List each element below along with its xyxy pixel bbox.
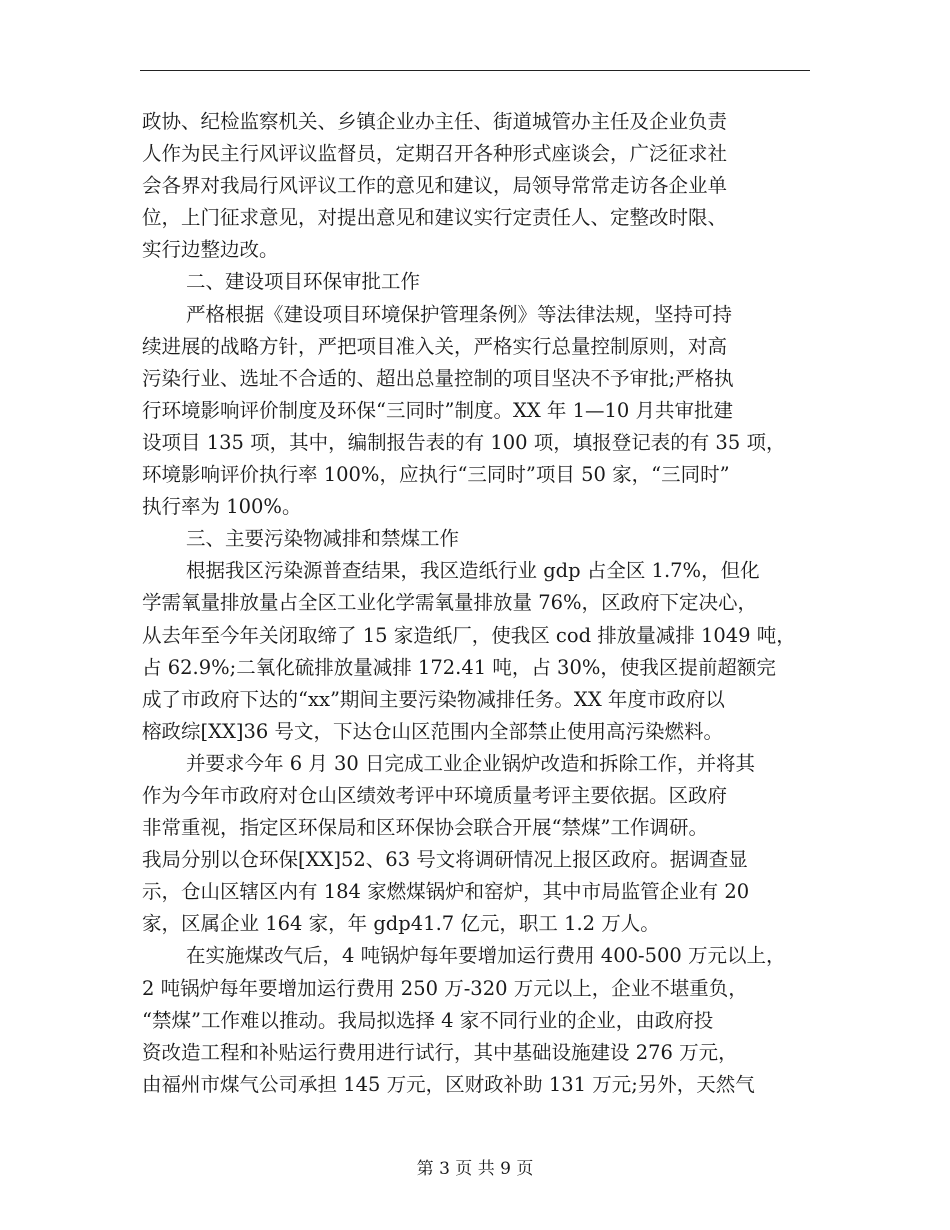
text-line: 政协、纪检监察机关、乡镇企业办主任、街道城管办主任及企业负责 [142, 110, 728, 133]
text-line: 成了市政府下达的“xx”期间主要污染物减排任务。XX 年度市政府以 [142, 687, 725, 711]
paragraph-start: 严格根据《建设项目环境保护管理条例》等法律法规，坚持可持 [186, 302, 733, 326]
text-line: 资改造工程和补贴运行费用进行试行，其中基础设施建设 276 万元， [142, 1040, 738, 1064]
text-line: 我局分别以仓环保[XX]52、63 号文将调研情况上报区政府。据调查显 [142, 848, 748, 872]
text-line: 榕政综[XX]36 号文，下达仓山区范围内全部禁止使用高污染燃料。 [142, 719, 723, 743]
text-line: 环境影响评价执行率 100%，应执行“三同时”项目 50 家，“三同时” [142, 463, 730, 487]
section-heading: 三、主要污染物减排和禁煤工作 [186, 527, 460, 551]
text-line: 由福州市煤气公司承担 145 万元，区财政补助 131 万元;另外，天然气 [142, 1072, 755, 1096]
section-heading: 二、建设项目环保审批工作 [186, 270, 421, 294]
page-number: 第 3 页 共 9 页 [416, 1159, 534, 1179]
paragraph-start: 在实施煤改气后，4 吨锅炉每年要增加运行费用 400-500 万元以上， [186, 944, 786, 968]
header-rule [140, 70, 810, 71]
text-line: 污染行业、选址不合适的、超出总量控制的项目坚决不予审批;严格执 [142, 366, 734, 390]
text-line: 行环境影响评价制度及环保“三同时”制度。XX 年 1—10 月共审批建 [142, 398, 734, 422]
text-line: 2 吨锅炉每年要增加运行费用 250 万-320 万元以上，企业不堪重负， [142, 976, 748, 1000]
text-line: 从去年至今年关闭取缔了 15 家造纸厂，使我区 cod 排放量减排 1049 吨， [142, 623, 796, 647]
paragraph-start: 并要求今年 6 月 30 日完成工业企业锅炉改造和拆除工作，并将其 [186, 751, 756, 775]
text-line: 续进展的战略方针，严把项目准入关，严格实行总量控制原则，对高 [142, 334, 728, 358]
text-line: 设项目 135 项，其中，编制报告表的有 100 项，填报登记表的有 35 项， [142, 430, 786, 454]
text-line: 非常重视，指定区环保局和区环保协会联合开展“禁煤”工作调研。 [142, 816, 708, 840]
document-body [142, 106, 814, 1101]
text-line: 位，上门征求意见，对提出意见和建议实行定责任人、定整改时限、 [142, 206, 728, 230]
text-line: 人作为民主行风评议监督员，定期召开各种形式座谈会，广泛征求社 [142, 142, 728, 166]
text-line: 作为今年市政府对仓山区绩效考评中环境质量考评主要依据。区政府 [142, 783, 728, 807]
text-line: 占 62.9%;二氧化硫排放量减排 172.41 吨，占 30%，使我区提前超额完 [142, 655, 776, 679]
text-line: 家，区属企业 164 家，年 gdp41.7 亿元，职工 1.2 万人。 [142, 912, 660, 936]
text-line: 会各界对我局行风评议工作的意见和建议，局领导常常走访各企业单 [142, 174, 728, 198]
text-line: 执行率为 100%。 [142, 495, 302, 519]
paragraph-start: 根据我区污染源普查结果，我区造纸行业 gdp 占全区 1.7%，但化 [186, 559, 760, 583]
text-line: 学需氧量排放量占全区工业化学需氧量排放量 76%，区政府下定决心， [142, 591, 758, 615]
text-line: “禁煤”工作难以推动。我局拟选择 4 家不同行业的企业，由政府投 [142, 1008, 714, 1032]
text-line: 实行边整边改。 [142, 238, 279, 262]
text-line: 示，仓山区辖区内有 184 家燃煤锅炉和窑炉，其中市局监管企业有 20 [142, 880, 750, 904]
